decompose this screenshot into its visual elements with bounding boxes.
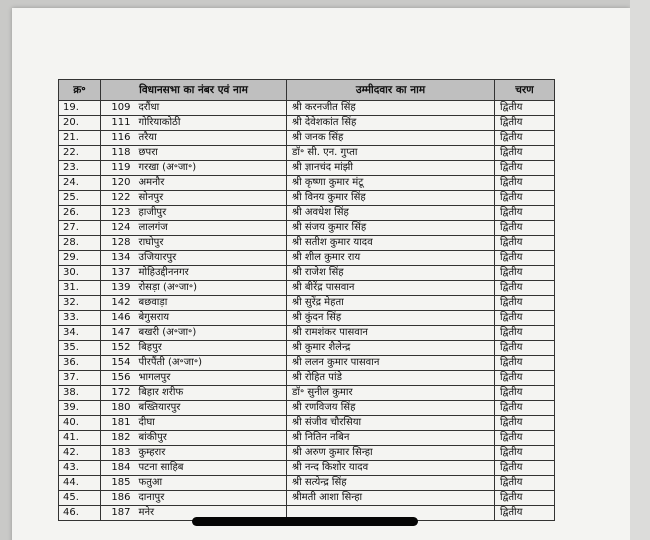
candidate-name-cell: श्री सतीश कुमार यादव: [287, 236, 495, 251]
constituency-number-cell: 111: [101, 116, 133, 131]
serial-number-cell: 33.: [59, 311, 101, 326]
constituency-name-cell: बेगुसराय: [133, 311, 287, 326]
candidate-name-cell: श्री रोहित पांडे: [287, 371, 495, 386]
serial-number-cell: 36.: [59, 356, 101, 371]
candidate-name-cell: श्री ज्ञानचंद मांझी: [287, 161, 495, 176]
constituency-name-cell: रोसड़ा (अ॰जा॰): [133, 281, 287, 296]
constituency-name-cell: बछवाड़ा: [133, 296, 287, 311]
constituency-name-cell: अमनौर: [133, 176, 287, 191]
constituency-number-cell: 182: [101, 431, 133, 446]
constituency-number-cell: 119: [101, 161, 133, 176]
constituency-number-cell: 180: [101, 401, 133, 416]
constituency-number-cell: 123: [101, 206, 133, 221]
header-constituency: विधानसभा का नंबर एवं नाम: [101, 80, 287, 101]
table-row: [59, 296, 555, 311]
table-row: [59, 221, 555, 236]
candidate-name-cell: श्री देवेशकांत सिंह: [287, 116, 495, 131]
constituency-number-cell: 116: [101, 131, 133, 146]
serial-number-cell: 21.: [59, 131, 101, 146]
constituency-number-cell: 184: [101, 461, 133, 476]
candidate-name-cell: श्री बीरेंद्र पासवान: [287, 281, 495, 296]
phase-cell: द्वितीय: [495, 461, 555, 476]
phase-cell: द्वितीय: [495, 281, 555, 296]
constituency-number-cell: 128: [101, 236, 133, 251]
table-row: [59, 431, 555, 446]
serial-number-cell: 46.: [59, 506, 101, 521]
phase-cell: द्वितीय: [495, 491, 555, 506]
constituency-name-cell: दानापुर: [133, 491, 287, 506]
table-row: [59, 371, 555, 386]
constituency-number-cell: 172: [101, 386, 133, 401]
phase-cell: द्वितीय: [495, 176, 555, 191]
candidate-name-cell: श्री जनक सिंह: [287, 131, 495, 146]
serial-number-cell: 34.: [59, 326, 101, 341]
phase-cell: द्वितीय: [495, 341, 555, 356]
candidate-name-cell: श्री करनजीत सिंह: [287, 101, 495, 116]
serial-number-cell: 38.: [59, 386, 101, 401]
redaction-scribble: [192, 517, 418, 526]
header-phase: चरण: [495, 80, 555, 101]
phase-cell: द्वितीय: [495, 266, 555, 281]
table-row: [59, 311, 555, 326]
serial-number-cell: 29.: [59, 251, 101, 266]
serial-number-cell: 20.: [59, 116, 101, 131]
table-header-row: [59, 80, 555, 101]
constituency-name-cell: पीरपैंती (अ॰जा॰): [133, 356, 287, 371]
phase-cell: द्वितीय: [495, 116, 555, 131]
phase-cell: द्वितीय: [495, 431, 555, 446]
serial-number-cell: 31.: [59, 281, 101, 296]
phase-cell: द्वितीय: [495, 161, 555, 176]
table-row: [59, 401, 555, 416]
phase-cell: द्वितीय: [495, 221, 555, 236]
phase-cell: द्वितीय: [495, 251, 555, 266]
phase-cell: द्वितीय: [495, 146, 555, 161]
constituency-name-cell: बिहार शरीफ: [133, 386, 287, 401]
constituency-number-cell: 139: [101, 281, 133, 296]
constituency-number-cell: 124: [101, 221, 133, 236]
phase-cell: द्वितीय: [495, 326, 555, 341]
phase-cell: द्वितीय: [495, 401, 555, 416]
candidate-name-cell: श्री अवधेश सिंह: [287, 206, 495, 221]
phase-cell: द्वितीय: [495, 356, 555, 371]
constituency-name-cell: लालगंज: [133, 221, 287, 236]
phase-cell: द्वितीय: [495, 296, 555, 311]
constituency-name-cell: बिहपुर: [133, 341, 287, 356]
serial-number-cell: 42.: [59, 446, 101, 461]
constituency-name-cell: गोरियाकोठी: [133, 116, 287, 131]
candidate-name-cell: श्री नितिन नबिन: [287, 431, 495, 446]
table-row: [59, 251, 555, 266]
candidate-name-cell: श्री सुरेंद्र मेहता: [287, 296, 495, 311]
constituency-name-cell: बख्तियारपुर: [133, 401, 287, 416]
constituency-name-cell: मोहिउद्दीननगर: [133, 266, 287, 281]
table-row: [59, 146, 555, 161]
constituency-name-cell: पटना साहिब: [133, 461, 287, 476]
serial-number-cell: 32.: [59, 296, 101, 311]
candidate-name-cell: श्री कुंदन सिंह: [287, 311, 495, 326]
constituency-name-cell: दरौंधा: [133, 101, 287, 116]
table-row: [59, 191, 555, 206]
table-row: [59, 161, 555, 176]
page-edge-shadow: [630, 0, 650, 540]
constituency-name-cell: बांकीपुर: [133, 431, 287, 446]
serial-number-cell: 44.: [59, 476, 101, 491]
constituency-name-cell: उजियारपुर: [133, 251, 287, 266]
constituency-name-cell: कुम्हरार: [133, 446, 287, 461]
phase-cell: द्वितीय: [495, 506, 555, 521]
candidate-name-cell: श्रीमती आशा सिन्हा: [287, 491, 495, 506]
constituency-name-cell: राघोपुर: [133, 236, 287, 251]
phase-cell: द्वितीय: [495, 386, 555, 401]
constituency-number-cell: 152: [101, 341, 133, 356]
constituency-number-cell: 118: [101, 146, 133, 161]
constituency-number-cell: 181: [101, 416, 133, 431]
constituency-name-cell: मनेर: [133, 506, 287, 521]
table-row: [59, 341, 555, 356]
serial-number-cell: 43.: [59, 461, 101, 476]
table-row: [59, 266, 555, 281]
constituency-name-cell: सोनपुर: [133, 191, 287, 206]
candidate-name-cell: श्री सत्येन्द्र सिंह: [287, 476, 495, 491]
candidate-name-cell: श्री नन्द किशोर यादव: [287, 461, 495, 476]
phase-cell: द्वितीय: [495, 476, 555, 491]
constituency-number-cell: 185: [101, 476, 133, 491]
phase-cell: द्वितीय: [495, 416, 555, 431]
table-row: [59, 281, 555, 296]
candidate-name-cell: श्री ललन कुमार पासवान: [287, 356, 495, 371]
candidate-name-cell: श्री संजीव चौरसिया: [287, 416, 495, 431]
serial-number-cell: 35.: [59, 341, 101, 356]
candidate-list-table: [58, 79, 555, 521]
candidate-name-cell: श्री राजेश सिंह: [287, 266, 495, 281]
serial-number-cell: 37.: [59, 371, 101, 386]
candidate-name-cell: श्री संजय कुमार सिंह: [287, 221, 495, 236]
constituency-number-cell: 186: [101, 491, 133, 506]
serial-number-cell: 27.: [59, 221, 101, 236]
constituency-name-cell: भागलपुर: [133, 371, 287, 386]
candidate-name-cell: श्री रणविजय सिंह: [287, 401, 495, 416]
constituency-number-cell: 154: [101, 356, 133, 371]
constituency-name-cell: हाजीपुर: [133, 206, 287, 221]
constituency-number-cell: 142: [101, 296, 133, 311]
constituency-name-cell: तरैया: [133, 131, 287, 146]
candidate-name-cell: श्री कुमार शैलेन्द्र: [287, 341, 495, 356]
table-row: [59, 116, 555, 131]
constituency-number-cell: 187: [101, 506, 133, 521]
candidate-name-cell: डॉ॰ सी. एन. गुप्ता: [287, 146, 495, 161]
constituency-name-cell: फतुआ: [133, 476, 287, 491]
table-row: [59, 476, 555, 491]
table-row: [59, 446, 555, 461]
candidate-name-cell: श्री कृष्णा कुमार मंटू: [287, 176, 495, 191]
candidate-name-cell: श्री शील कुमार राय: [287, 251, 495, 266]
constituency-number-cell: 120: [101, 176, 133, 191]
phase-cell: द्वितीय: [495, 371, 555, 386]
table-row: [59, 356, 555, 371]
phase-cell: द्वितीय: [495, 191, 555, 206]
table-row: [59, 176, 555, 191]
constituency-number-cell: 134: [101, 251, 133, 266]
serial-number-cell: 22.: [59, 146, 101, 161]
phase-cell: द्वितीय: [495, 311, 555, 326]
candidate-name-cell: श्री रामशंकर पासवान: [287, 326, 495, 341]
serial-number-cell: 45.: [59, 491, 101, 506]
table-row: [59, 491, 555, 506]
phase-cell: द्वितीय: [495, 446, 555, 461]
constituency-name-cell: बखरी (अ॰जा॰): [133, 326, 287, 341]
phase-cell: द्वितीय: [495, 131, 555, 146]
candidate-name-cell: श्री विनय कुमार सिंह: [287, 191, 495, 206]
serial-number-cell: 40.: [59, 416, 101, 431]
serial-number-cell: 39.: [59, 401, 101, 416]
table-row: [59, 326, 555, 341]
table-row: [59, 236, 555, 251]
constituency-number-cell: 109: [101, 101, 133, 116]
constituency-name-cell: दीघा: [133, 416, 287, 431]
constituency-number-cell: 146: [101, 311, 133, 326]
serial-number-cell: 25.: [59, 191, 101, 206]
serial-number-cell: 26.: [59, 206, 101, 221]
table-row: [59, 386, 555, 401]
table-row: [59, 416, 555, 431]
candidate-name-cell: श्री अरुण कुमार सिन्हा: [287, 446, 495, 461]
candidate-name-cell: डॉ॰ सुनील कुमार: [287, 386, 495, 401]
serial-number-cell: 19.: [59, 101, 101, 116]
constituency-number-cell: 183: [101, 446, 133, 461]
header-serial: क्र॰: [59, 80, 101, 101]
serial-number-cell: 30.: [59, 266, 101, 281]
constituency-number-cell: 156: [101, 371, 133, 386]
serial-number-cell: 24.: [59, 176, 101, 191]
table-row: [59, 101, 555, 116]
header-candidate: उम्मीदवार का नाम: [287, 80, 495, 101]
constituency-number-cell: 147: [101, 326, 133, 341]
serial-number-cell: 28.: [59, 236, 101, 251]
phase-cell: द्वितीय: [495, 236, 555, 251]
phase-cell: द्वितीय: [495, 101, 555, 116]
table-row: [59, 461, 555, 476]
constituency-number-cell: 137: [101, 266, 133, 281]
serial-number-cell: 23.: [59, 161, 101, 176]
constituency-name-cell: गरखा (अ॰जा॰): [133, 161, 287, 176]
phase-cell: द्वितीय: [495, 206, 555, 221]
serial-number-cell: 41.: [59, 431, 101, 446]
constituency-number-cell: 122: [101, 191, 133, 206]
constituency-name-cell: छपरा: [133, 146, 287, 161]
table-row: [59, 206, 555, 221]
table-row: [59, 131, 555, 146]
